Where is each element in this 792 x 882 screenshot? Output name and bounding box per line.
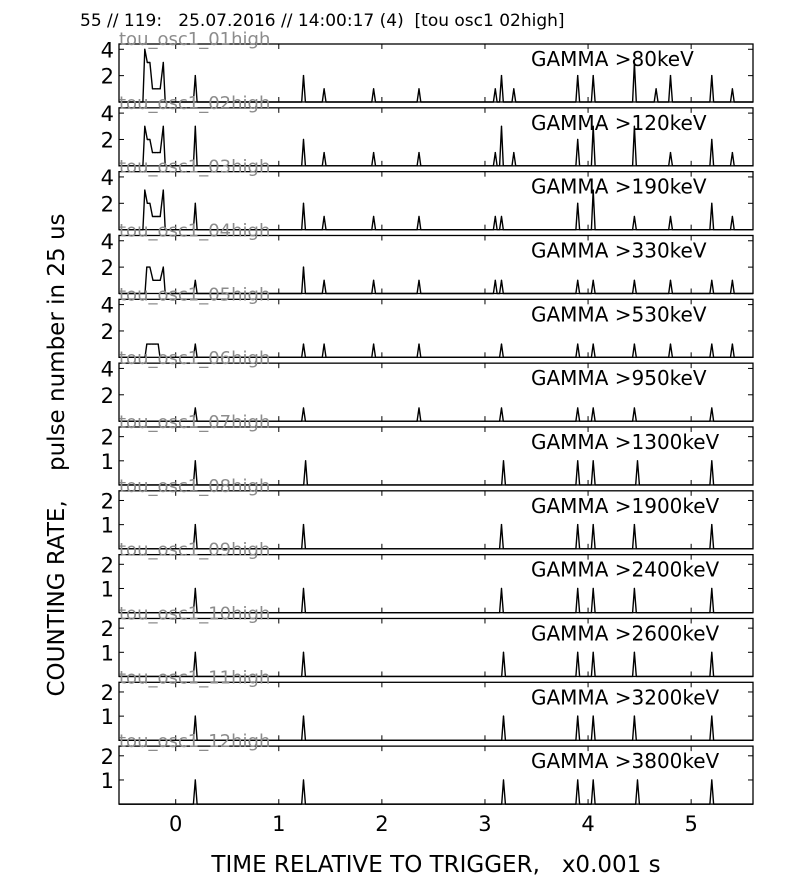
data-point xyxy=(501,344,502,345)
data-point xyxy=(303,75,304,76)
data-point xyxy=(513,88,514,89)
data-point xyxy=(670,152,671,153)
panel-7 xyxy=(101,412,753,485)
data-point xyxy=(501,407,502,408)
x-axis-label: TIME RELATIVE TO TRIGGER, x0.001 s xyxy=(211,852,661,878)
data-point xyxy=(303,407,304,408)
data-point xyxy=(155,216,156,217)
data-point xyxy=(593,75,594,76)
data-point xyxy=(157,216,158,217)
data-point xyxy=(670,344,671,345)
data-point xyxy=(634,344,635,345)
panel-channel-label: tou_osc1_07high xyxy=(119,411,271,433)
data-point xyxy=(670,75,671,76)
data-point xyxy=(577,407,578,408)
data-point xyxy=(732,216,733,217)
panel-10 xyxy=(101,603,753,676)
y-tick-label: 2 xyxy=(100,192,114,217)
data-point xyxy=(495,280,496,281)
data-point xyxy=(163,267,164,268)
y-tick-label: 1 xyxy=(100,641,114,666)
data-point xyxy=(418,216,419,217)
y-tick-label: 2 xyxy=(100,383,114,408)
panel-energy-label: GAMMA >3200keV xyxy=(531,685,720,710)
panel-channel-label: tou_osc1_05high xyxy=(119,284,271,306)
y-tick-label: 2 xyxy=(100,553,114,578)
data-point xyxy=(577,652,578,653)
data-point xyxy=(711,75,712,76)
data-point xyxy=(503,716,504,717)
data-point xyxy=(152,88,153,89)
data-point xyxy=(711,524,712,525)
data-point xyxy=(495,88,496,89)
data-point xyxy=(732,280,733,281)
data-point xyxy=(501,524,502,525)
data-point xyxy=(577,75,578,76)
data-point xyxy=(152,344,153,345)
panel-1 xyxy=(101,29,753,102)
data-point xyxy=(634,652,635,653)
data-point xyxy=(303,344,304,345)
x-tick-label: 5 xyxy=(684,812,698,837)
data-point xyxy=(160,216,161,217)
x-tick-label: 2 xyxy=(375,812,389,837)
panel-11 xyxy=(101,667,753,740)
panel-energy-label: GAMMA >950keV xyxy=(531,366,707,391)
panel-6 xyxy=(101,348,753,421)
series-trace xyxy=(119,780,753,804)
data-point xyxy=(656,88,657,89)
data-point xyxy=(149,344,150,345)
y-tick-label: 4 xyxy=(100,102,114,127)
data-point xyxy=(155,152,156,153)
data-point xyxy=(501,280,502,281)
data-point xyxy=(670,280,671,281)
data-point xyxy=(634,524,635,525)
data-point xyxy=(373,344,374,345)
data-point xyxy=(144,126,145,127)
panel-channel-label: tou_osc1_09high xyxy=(119,539,271,561)
data-point xyxy=(711,588,712,589)
data-point xyxy=(303,652,304,653)
panels-group xyxy=(101,29,753,804)
data-point xyxy=(303,716,304,717)
panel-channel-label: tou_osc1_04high xyxy=(119,220,271,242)
panel-channel-label: tou_osc1_03high xyxy=(119,156,271,178)
data-point xyxy=(593,652,594,653)
data-point xyxy=(503,460,504,461)
y-tick-label: 2 xyxy=(100,680,114,705)
data-point xyxy=(195,344,196,345)
data-point xyxy=(149,62,150,63)
data-point xyxy=(503,652,504,653)
data-point xyxy=(160,88,161,89)
panel-12 xyxy=(101,731,753,804)
panel-9 xyxy=(101,540,753,613)
data-point xyxy=(503,779,504,780)
panel-channel-label: tou_osc1_12high xyxy=(119,731,271,753)
data-point xyxy=(577,779,578,780)
panel-5 xyxy=(101,284,753,357)
x-tick-label: 0 xyxy=(169,812,183,837)
data-point xyxy=(155,280,156,281)
data-point xyxy=(195,460,196,461)
data-point xyxy=(577,524,578,525)
data-point xyxy=(195,75,196,76)
panel-energy-label: GAMMA >2400keV xyxy=(531,557,720,582)
data-point xyxy=(418,344,419,345)
panel-energy-label: GAMMA >2600keV xyxy=(531,621,720,646)
data-point xyxy=(195,716,196,717)
data-point xyxy=(711,716,712,717)
data-point xyxy=(324,88,325,89)
data-point xyxy=(495,216,496,217)
data-point xyxy=(593,779,594,780)
y-tick-label: 4 xyxy=(100,165,114,190)
data-point xyxy=(303,139,304,140)
data-point xyxy=(711,344,712,345)
data-point xyxy=(593,344,594,345)
data-point xyxy=(501,75,502,76)
data-point xyxy=(593,280,594,281)
y-axis-label: COUNTING RATE, pulse number in 25 us xyxy=(44,213,70,697)
data-point xyxy=(593,407,594,408)
data-point xyxy=(418,407,419,408)
data-point xyxy=(637,460,638,461)
data-point xyxy=(195,203,196,204)
y-tick-label: 4 xyxy=(100,357,114,382)
y-tick-label: 4 xyxy=(100,229,114,254)
panel-3 xyxy=(101,157,753,230)
data-point xyxy=(303,588,304,589)
data-point xyxy=(577,139,578,140)
panel-energy-label: GAMMA >1900keV xyxy=(531,493,720,518)
data-point xyxy=(144,190,145,191)
data-point xyxy=(303,524,304,525)
data-point xyxy=(195,280,196,281)
x-tick-label: 4 xyxy=(581,812,595,837)
data-point xyxy=(163,126,164,127)
data-point xyxy=(152,152,153,153)
y-tick-label: 2 xyxy=(100,617,114,642)
y-tick-label: 2 xyxy=(100,489,114,514)
data-point xyxy=(152,280,153,281)
panel-channel-label: tou_osc1_08high xyxy=(119,475,271,497)
data-point xyxy=(303,203,304,204)
data-point xyxy=(593,460,594,461)
data-point xyxy=(711,407,712,408)
y-tick-label: 2 xyxy=(100,256,114,281)
data-point xyxy=(195,588,196,589)
data-point xyxy=(324,216,325,217)
panel-2 xyxy=(101,93,753,166)
data-point xyxy=(157,152,158,153)
y-tick-label: 2 xyxy=(100,744,114,769)
data-point xyxy=(732,152,733,153)
data-point xyxy=(634,280,635,281)
y-tick-label: 2 xyxy=(100,425,114,450)
data-point xyxy=(373,280,374,281)
data-point xyxy=(160,152,161,153)
data-point xyxy=(324,152,325,153)
panel-channel-label: tou_osc1_06high xyxy=(119,348,271,370)
data-point xyxy=(637,779,638,780)
data-point xyxy=(593,524,594,525)
data-point xyxy=(732,344,733,345)
data-point xyxy=(577,203,578,204)
panel-energy-label: GAMMA >80keV xyxy=(531,47,694,71)
data-point xyxy=(495,152,496,153)
data-point xyxy=(418,88,419,89)
y-tick-label: 2 xyxy=(100,128,114,153)
y-tick-label: 1 xyxy=(100,705,114,730)
data-point xyxy=(711,779,712,780)
data-point xyxy=(157,88,158,89)
data-point xyxy=(195,407,196,408)
data-point xyxy=(146,267,147,268)
panel-energy-label: GAMMA >530keV xyxy=(531,302,707,327)
data-point xyxy=(147,62,148,63)
data-point xyxy=(303,267,304,268)
panel-energy-label: GAMMA >190keV xyxy=(531,174,707,199)
y-tick-label: 1 xyxy=(100,449,114,474)
data-point xyxy=(155,344,156,345)
data-point xyxy=(501,588,502,589)
data-point xyxy=(711,139,712,140)
data-point xyxy=(670,216,671,217)
data-point xyxy=(195,524,196,525)
data-point xyxy=(711,460,712,461)
data-point xyxy=(157,280,158,281)
data-point xyxy=(711,652,712,653)
data-point xyxy=(593,716,594,717)
data-point xyxy=(711,203,712,204)
panel-channel-label: tou_osc1_02high xyxy=(119,92,271,114)
data-point xyxy=(373,216,374,217)
data-point xyxy=(501,126,502,127)
panel-channel-label: tou_osc1_10high xyxy=(119,603,271,625)
data-point xyxy=(577,280,578,281)
data-point xyxy=(195,652,196,653)
data-point xyxy=(577,716,578,717)
y-tick-label: 2 xyxy=(100,64,114,89)
data-point xyxy=(163,190,164,191)
y-tick-label: 1 xyxy=(100,768,114,793)
y-tick-label: 1 xyxy=(100,577,114,602)
data-point xyxy=(634,407,635,408)
data-point xyxy=(577,460,578,461)
panel-energy-label: GAMMA >1300keV xyxy=(531,429,720,454)
data-point xyxy=(149,203,150,204)
panel-channel-label: tou_osc1_11high xyxy=(119,667,271,689)
data-point xyxy=(155,88,156,89)
data-point xyxy=(152,216,153,217)
panel-energy-label: GAMMA >120keV xyxy=(531,110,707,135)
data-point xyxy=(373,88,374,89)
panel-channel-label: tou_osc1_01high xyxy=(119,29,271,50)
data-point xyxy=(577,344,578,345)
panel-energy-label: GAMMA >3800keV xyxy=(531,749,720,774)
data-point xyxy=(373,152,374,153)
data-point xyxy=(147,139,148,140)
data-point xyxy=(160,280,161,281)
x-tick-label: 3 xyxy=(478,812,492,837)
data-point xyxy=(146,344,147,345)
data-point xyxy=(158,344,159,345)
data-point xyxy=(305,460,306,461)
data-point xyxy=(303,779,304,780)
y-tick-label: 1 xyxy=(100,513,114,538)
data-point xyxy=(324,344,325,345)
data-point xyxy=(634,588,635,589)
data-point xyxy=(513,152,514,153)
data-point xyxy=(634,216,635,217)
y-tick-label: 4 xyxy=(100,293,114,318)
data-point xyxy=(149,267,150,268)
data-point xyxy=(149,139,150,140)
data-point xyxy=(324,280,325,281)
data-point xyxy=(418,280,419,281)
data-point xyxy=(711,280,712,281)
panel-4 xyxy=(101,220,753,293)
figure-title: 55 // 119: 25.07.2016 // 14:00:17 (4) [tou osc1 02high] xyxy=(80,11,565,31)
y-tick-label: 2 xyxy=(100,319,114,344)
x-axis-ticks xyxy=(169,812,698,836)
data-point xyxy=(418,152,419,153)
data-point xyxy=(195,126,196,127)
y-tick-label: 4 xyxy=(100,38,114,63)
x-tick-label: 1 xyxy=(272,812,286,837)
data-point xyxy=(501,216,502,217)
panel-energy-label: GAMMA >330keV xyxy=(531,238,707,263)
data-point xyxy=(593,588,594,589)
data-point xyxy=(195,779,196,780)
data-point xyxy=(732,88,733,89)
panel-8 xyxy=(101,476,753,549)
data-point xyxy=(577,588,578,589)
data-point xyxy=(634,716,635,717)
data-point xyxy=(163,62,164,63)
data-point xyxy=(147,203,148,204)
